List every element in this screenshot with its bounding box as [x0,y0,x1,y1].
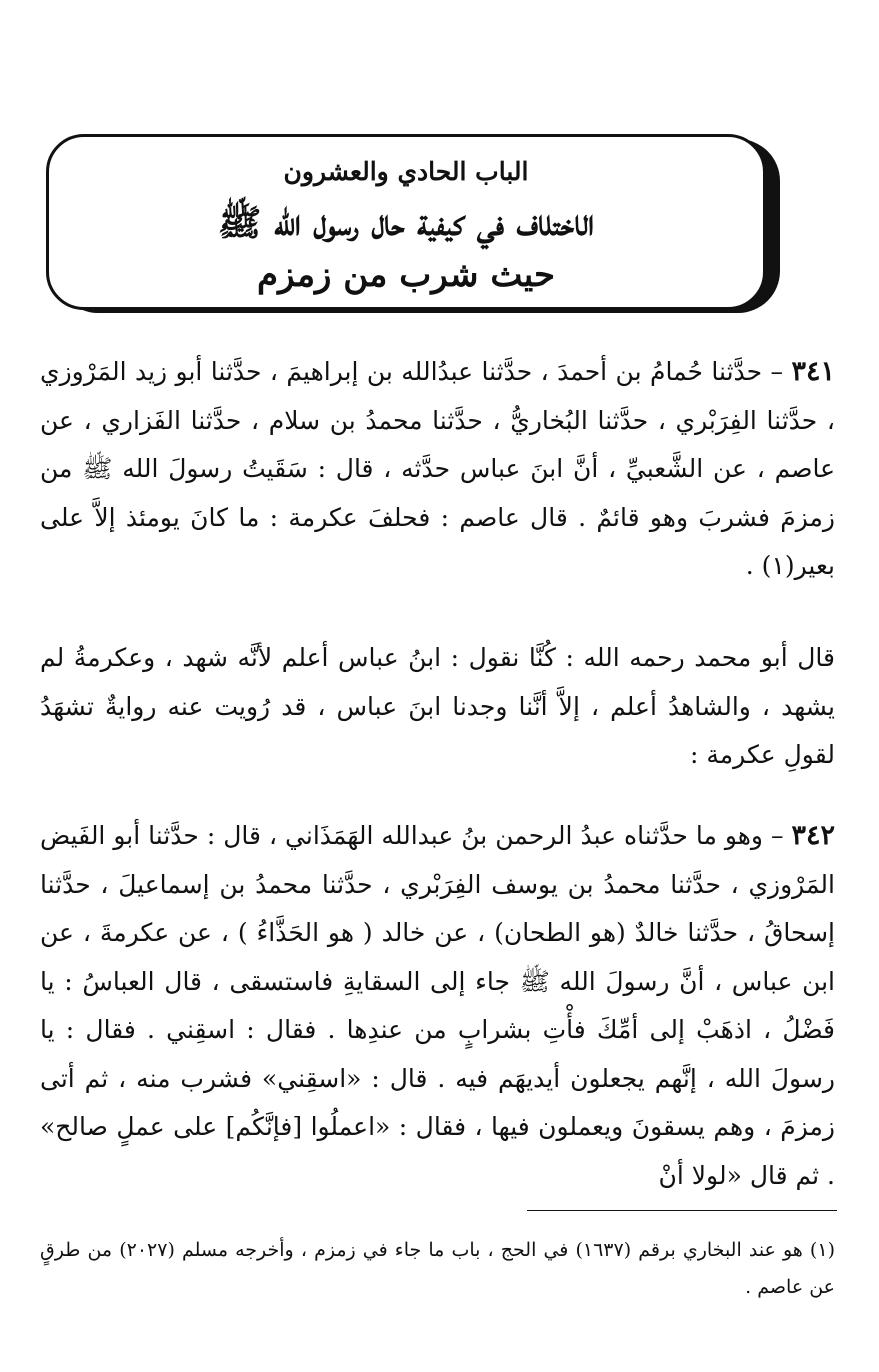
footnote: (١) هو عند البخاري برقم (١٦٣٧) في الحج ، باب ما جاء في زمزم ، وأخرجه مسلم (٢٠٢٧) من طرقٍ عن عاصم . [40,1239,835,1298]
chapter-title: الاختلاف في كيفية حال رسول الله ﷺ [217,202,595,244]
footnote-divider [527,1210,837,1211]
commentary-paragraph [40,634,835,780]
hadith-text: – وهو ما حدَّثناه عبدُ الرحمن بنُ عبدالله الهَمَذَاني ، قال : حدَّثنا أبو الفَيض المَرْوزي ، حدَّثنا محمدُ بن يوسف الفِرَبْري ، حدَّثنا محمدُ بن إسماعيلَ ، حدَّثنا إسحاقُ ، حدَّثنا خالدٌ (هو الطحان) ، عن خالد ( هو الحَذَّاءُ ) ، عن عكرمةَ ، عن ابن عباس ، أنَّ رسولَ الله ﷺ جاء إلى السقايةِ فاستسقى ، قال العباسُ : يا فَضْلُ ، اذهَبْ إلى أمِّكَ فأْتِ بشرابٍ من عندِها . فقال : اسقِني . فقال : يا رسولَ الله ، إنَّهم يجعلون أيديهَم فيه . قال : «اسقِني» فشرب منه ، ثم أتى زمزمَ ، وهم يسقونَ ويعملون فيها ، فقال : «اعملُوا [فإنَّكُم] على عملٍ صالح» . ثم قال «لولا أنْ [40,821,835,1190]
hadith-341 [40,348,835,591]
chapter-title-line2: حيث شرب من زمزم [257,255,555,295]
chapter-number: الباب الحادي والعشرون [283,157,529,186]
chapter-header-box [46,134,766,310]
hadith-number: ٣٤٢ [791,820,835,851]
hadith-number: ٣٤١ [791,356,835,387]
commentary-text: قال أبو محمد رحمه الله : كُنَّا نقول : ابنُ عباس أعلم لأنَّه شهد ، وعكرمةُ لم يشهد ، والشاهدُ أعلم ، إلاَّ أنَّنا وجدنا ابنَ عباس ، قد رُويت عنه روايةٌ تشهَدُ لقولِ عكرمة : [40,643,835,769]
hadith-342 [40,812,835,1200]
hadith-text: – حدَّثنا حُمامُ بن أحمدَ ، حدَّثنا عبدُالله بن إبراهيمَ ، حدَّثنا أبو زيد المَرْوزي ، حدَّثنا الفِرَبْري ، حدَّثنا البُخاريُّ ، حدَّثنا محمدُ بن سلام ، حدَّثنا الفَزاري ، عن عاصم ، عن الشَّعبيِّ ، أنَّ ابنَ عباس حدَّثه ، قال : سَقَيتُ رسولَ الله ﷺ من زمزمَ فشربَ وهو قائمٌ . قال عاصم : فحلفَ عكرمة : ما كانَ يومئذ إلاَّ على بعير(١) . [40,357,835,580]
